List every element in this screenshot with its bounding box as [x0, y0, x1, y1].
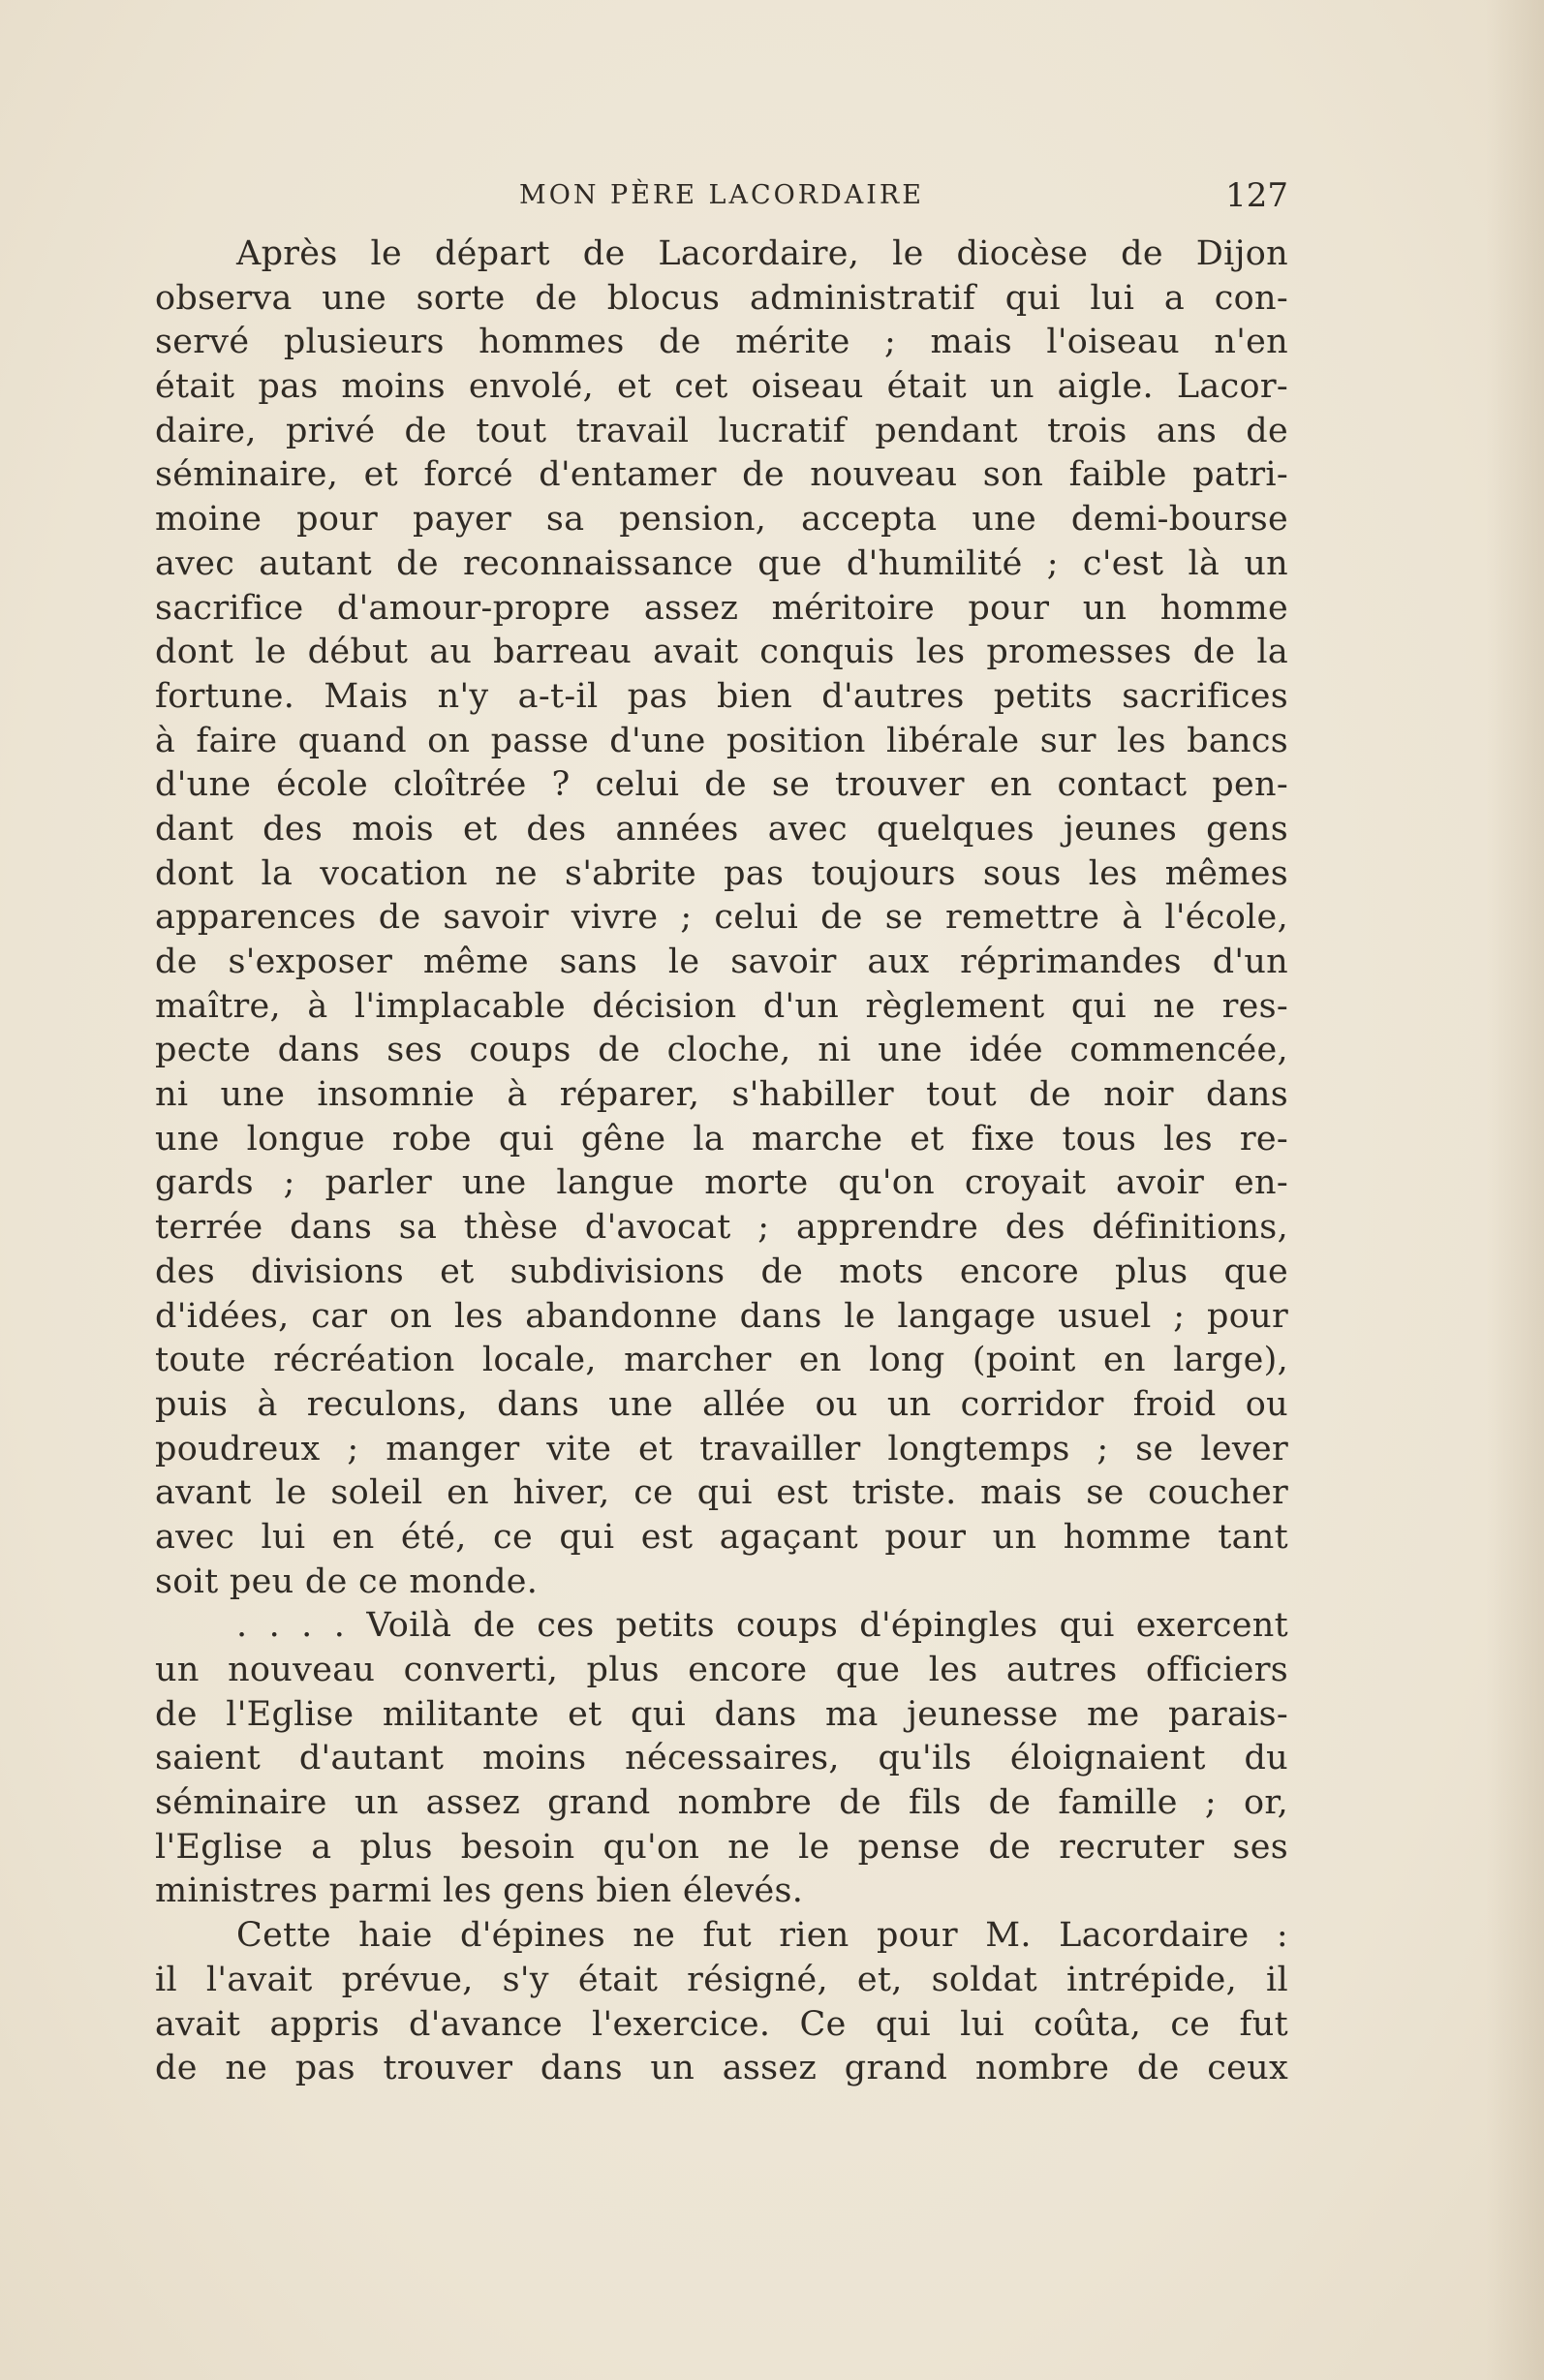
page-number: 127	[1225, 176, 1288, 215]
text-line: servé plusieurs hommes de mérite ; mais l'oiseau n'en	[155, 323, 1288, 362]
text-line: était pas moins envolé, et cet oiseau était un aigle. Lacor-	[155, 367, 1288, 407]
paragraph-1	[155, 232, 1288, 1604]
text-line: de l'Eglise militante et qui dans ma jeunesse me parais-	[155, 1694, 1288, 1734]
text-line: . . . . Voilà de ces petits coups d'épingles qui exercent	[236, 1606, 1288, 1646]
text-line: il l'avait prévue, s'y était résigné, et, soldat intrépide, il	[155, 1960, 1288, 1999]
text-line: apparences de savoir vivre ; celui de se remettre à l'école,	[155, 898, 1288, 938]
page-edge-shadow	[1486, 0, 1544, 2380]
text-line: une longue robe qui gêne la marche et fixe tous les re-	[155, 1119, 1288, 1159]
text-line: séminaire, et forcé d'entamer de nouveau son faible patri-	[155, 455, 1288, 495]
text-line: sacrifice d'amour-propre assez méritoire pour un homme	[155, 588, 1288, 628]
text-line: de ne pas trouver dans un assez grand nombre de ceux	[155, 2049, 1288, 2088]
text-line: puis à reculons, dans une allée ou un corridor froid ou	[155, 1384, 1288, 1424]
text-line: daire, privé de tout travail lucratif pendant trois ans de	[155, 411, 1288, 450]
body-text	[155, 232, 1288, 2091]
text-line: d'une école cloîtrée ? celui de se trouver en contact pen-	[155, 765, 1288, 805]
text-line: séminaire un assez grand nombre de fils de famille ; or,	[155, 1783, 1288, 1823]
text-line: des divisions et subdivisions de mots encore plus que	[155, 1252, 1288, 1291]
text-line: poudreux ; manger vite et travailler longtemps ; se lever	[155, 1429, 1288, 1468]
text-line: maître, à l'implacable décision d'un règlement qui ne res-	[155, 986, 1288, 1026]
text-line: Cette haie d'épines ne fut rien pour M. Lacordaire :	[236, 1916, 1288, 1956]
text-line: ministres parmi les gens bien élevés.	[155, 1871, 804, 1911]
text-line: observa une sorte de blocus administratif qui lui a con-	[155, 278, 1288, 318]
text-line: Après le départ de Lacordaire, le diocèse de Dijon	[236, 234, 1288, 273]
text-line: soit peu de ce monde.	[155, 1561, 539, 1601]
text-line: avant le soleil en hiver, ce qui est triste. mais se coucher	[155, 1473, 1288, 1513]
text-line: avec lui en été, ce qui est agaçant pour un homme tant	[155, 1517, 1288, 1557]
text-line: ni une insomnie à réparer, s'habiller tout de noir dans	[155, 1075, 1288, 1115]
text-line: dont la vocation ne s'abrite pas toujours sous les mêmes	[155, 853, 1288, 893]
text-line: toute récréation locale, marcher en long (point en large),	[155, 1341, 1288, 1380]
paragraph-2	[155, 1604, 1288, 1914]
text-line: dont le début au barreau avait conquis les promesses de la	[155, 633, 1288, 672]
text-line: de s'exposer même sans le savoir aux réprimandes d'un	[155, 943, 1288, 981]
text-line: fortune. Mais n'y a-t-il pas bien d'autres petits sacrifices	[155, 676, 1288, 716]
running-head	[155, 176, 1288, 215]
text-line: dant des mois et des années avec quelques jeunes gens	[155, 809, 1288, 849]
text-line: l'Eglise a plus besoin qu'on ne le pense de recruter ses	[155, 1827, 1288, 1867]
text-line: saient d'autant moins nécessaires, qu'ils éloignaient du	[155, 1739, 1288, 1778]
text-line: gards ; parler une langue morte qu'on croyait avoir en-	[155, 1163, 1288, 1203]
text-line: pecte dans ses coups de cloche, ni une idée commencée,	[155, 1031, 1288, 1070]
text-line: un nouveau converti, plus encore que les autres officiers	[155, 1651, 1288, 1689]
running-title: MON PÈRE LACORDAIRE	[519, 180, 924, 210]
text-line: à faire quand on passe d'une position libérale sur les bancs	[155, 721, 1288, 760]
text-line: moine pour payer sa pension, accepta une demi-bourse	[155, 500, 1288, 540]
text-line: terrée dans sa thèse d'avocat ; apprendre des définitions,	[155, 1208, 1288, 1248]
text-line: d'idées, car on les abandonne dans le langage usuel ; pour	[155, 1296, 1288, 1336]
text-line: avec autant de reconnaissance que d'humilité ; c'est là un	[155, 543, 1288, 583]
paragraph-3	[155, 1914, 1288, 2091]
text-line: avait appris d'avance l'exercice. Ce qui lui coûta, ce fut	[155, 2004, 1288, 2044]
